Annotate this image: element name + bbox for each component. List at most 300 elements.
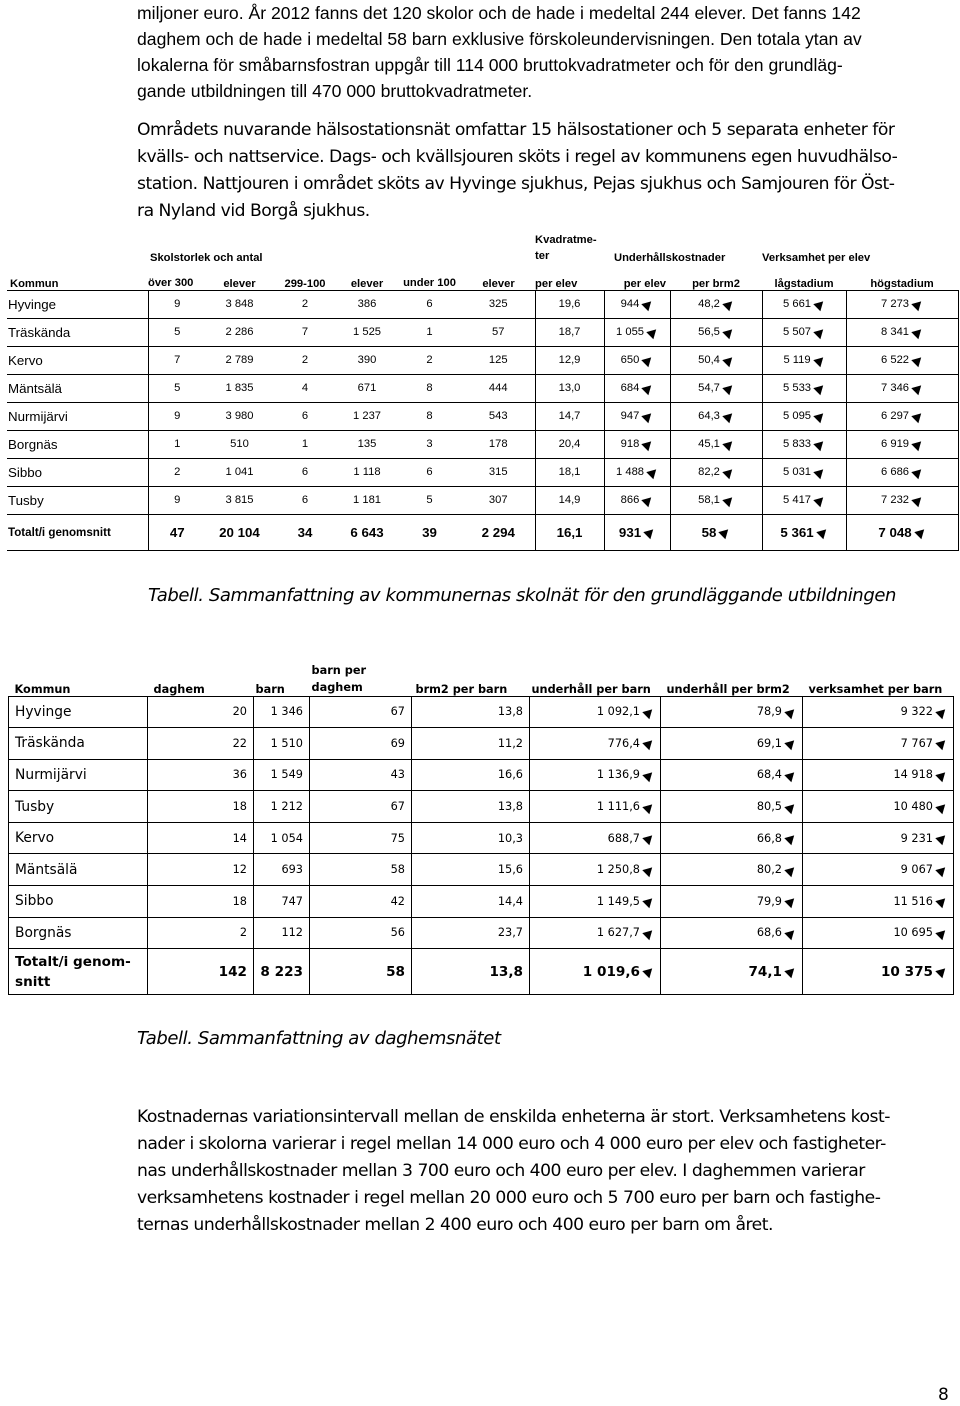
cell-value: 10 695 [893, 926, 933, 940]
text-line: verksamhetens kostnader i regel mellan 20 000 euro och 5 700 euro per barn och fastighe- [137, 1188, 881, 1208]
cell-value: Hyvinge [15, 703, 72, 720]
trend-arrow-icon [816, 526, 829, 539]
cell-value: 2 [239, 926, 247, 940]
trend-arrow-icon [642, 927, 655, 940]
paragraph-intro [137, 0, 942, 104]
cell-value: 543 [488, 410, 508, 422]
cell-value: 13,8 [497, 705, 523, 719]
text-line: nader i skolorna varierar i regel mellan 14 000 euro och 4 000 euro per elev och fastigheter- [137, 1134, 886, 1154]
table-cell [273, 486, 337, 514]
table-cell [273, 514, 337, 550]
cell-value: Borgnäs [15, 924, 72, 941]
table-cell [661, 822, 803, 854]
table-cell [762, 402, 846, 430]
table-row [7, 290, 958, 318]
cell-value: 9 231 [900, 831, 933, 845]
cell-value: Sibbo [8, 464, 43, 480]
table-cell [148, 696, 254, 728]
table-cell [148, 374, 206, 402]
cell-value: 3 980 [225, 410, 254, 422]
table-cell [803, 886, 954, 918]
col-header: verksamhet per barn [808, 682, 943, 696]
table-cell [337, 458, 397, 486]
table-cell [206, 514, 273, 550]
trend-arrow-icon [642, 353, 655, 366]
table-row [9, 822, 954, 854]
cell-value: 5 [174, 382, 181, 394]
col-header: över 300 [148, 276, 194, 289]
cell-value: 6 [426, 298, 433, 310]
row-label [9, 917, 148, 949]
col-header: barn per daghem [311, 663, 367, 694]
cell-value: 15,6 [497, 863, 523, 877]
text-line: ra Nyland vid Borgå sjukhus. [137, 201, 370, 221]
cell-value: 9 067 [900, 863, 933, 877]
cell-value: 14,4 [497, 894, 523, 908]
cell-value: Träskända [15, 735, 85, 752]
trend-arrow-icon [935, 895, 948, 908]
table-cell [762, 430, 846, 458]
cell-value: 1 111,6 [596, 800, 640, 814]
table-cell [148, 886, 254, 918]
cell-value: 14,9 [558, 494, 581, 506]
cell-value: 58 [390, 863, 405, 877]
trend-arrow-icon [722, 409, 735, 422]
trend-arrow-icon [722, 325, 735, 338]
table-cell [530, 949, 661, 995]
table-row [9, 759, 954, 791]
table-cell [803, 696, 954, 728]
table-cell [604, 346, 670, 374]
school-network-table [7, 228, 959, 551]
table-cell [273, 458, 337, 486]
table-cell [604, 514, 670, 550]
daycare-network-table [8, 658, 954, 995]
cell-value: 58,1 [698, 494, 720, 506]
cell-value: 5 833 [783, 438, 812, 450]
table-cell [535, 430, 604, 458]
table-cell [661, 759, 803, 791]
row-label [9, 759, 148, 791]
col-header: per brm2 [692, 277, 740, 290]
table-cell [273, 346, 337, 374]
trend-arrow-icon [642, 493, 655, 506]
row-label [9, 728, 148, 760]
table-total-row [9, 949, 954, 995]
cell-value: 5 095 [783, 410, 812, 422]
table-cell [604, 374, 670, 402]
table-caption-schools: Tabell. Sammanfattning av kommunernas skolnät för den grundläggande utbildningen [148, 585, 897, 606]
table-cell [412, 696, 530, 728]
trend-arrow-icon [784, 800, 797, 813]
cell-value: 11 516 [893, 894, 933, 908]
cell-value: 386 [357, 298, 377, 310]
cell-value: 1 250,8 [596, 863, 640, 877]
cell-value: 6 [301, 494, 309, 506]
cell-value: 56,5 [698, 326, 720, 338]
trend-arrow-icon [813, 437, 826, 450]
trend-arrow-icon [642, 297, 655, 310]
text-line: Områdets nuvarande hälsostationsnät omfattar 15 hälsostationer och 5 separata enheter för [137, 120, 895, 140]
cell-value: 776,4 [607, 736, 640, 750]
col-header: under 100 [403, 276, 456, 289]
table-cell [148, 346, 206, 374]
cell-value: 13,0 [558, 382, 581, 394]
table-cell [310, 822, 412, 854]
cell-value: 75 [390, 831, 405, 845]
trend-arrow-icon [813, 353, 826, 366]
cell-value: 6 522 [881, 354, 910, 366]
table-cell [206, 374, 273, 402]
table-cell [462, 374, 535, 402]
col-header: Kommun [10, 277, 59, 290]
trend-arrow-icon [935, 927, 948, 940]
col-header: brm2 per barn [415, 682, 508, 696]
trend-arrow-icon [914, 526, 927, 539]
cell-value: 13,8 [497, 800, 523, 814]
table-cell [670, 402, 762, 430]
col-header: per elev [623, 277, 667, 290]
cell-value: 34 [297, 524, 313, 540]
cell-value: Tusby [15, 798, 55, 815]
cell-value: 5 507 [783, 326, 812, 338]
cell-value: 80,5 [756, 800, 782, 814]
text-line: station. Nattjouren i området sköts av Hyvinge sjukhus, Pejas sjukhus och Samjouren för Öst- [137, 174, 895, 194]
cell-value: 2 [174, 466, 181, 478]
row-label [9, 822, 148, 854]
table-cell [310, 949, 412, 995]
table-cell [661, 791, 803, 823]
table-cell [148, 486, 206, 514]
table-cell [803, 949, 954, 995]
table-cell [535, 402, 604, 430]
cell-value: 2 [426, 354, 433, 366]
cell-value: 325 [488, 298, 508, 310]
table-cell [206, 458, 273, 486]
table-cell [397, 374, 462, 402]
trend-arrow-icon [911, 325, 924, 338]
table-cell [670, 430, 762, 458]
trend-arrow-icon [935, 769, 948, 782]
table-row [7, 346, 958, 374]
cell-value: 1 510 [270, 736, 303, 750]
cell-value: 10 375 [880, 963, 933, 980]
table-cell [846, 458, 958, 486]
col-header: 299-100 [284, 277, 326, 290]
trend-arrow-icon [722, 353, 735, 366]
cell-value: 7 232 [881, 494, 910, 506]
cell-value: Kervo [15, 830, 55, 847]
trend-arrow-icon [813, 493, 826, 506]
cell-value: 58 [386, 963, 405, 980]
table-cell [661, 728, 803, 760]
trend-arrow-icon [935, 965, 948, 978]
cell-value: 14 918 [893, 768, 933, 782]
cell-value: Nurmijärvi [15, 766, 87, 783]
table-cell [762, 346, 846, 374]
trend-arrow-icon [642, 800, 655, 813]
table-cell [762, 514, 846, 550]
trend-arrow-icon [935, 737, 948, 750]
cell-value: 16,1 [556, 524, 583, 540]
trend-arrow-icon [642, 706, 655, 719]
cell-value: Mäntsälä [15, 861, 78, 878]
cell-value: 1 092,1 [596, 705, 640, 719]
row-label [7, 318, 148, 346]
cell-value: 2 286 [225, 326, 254, 338]
cell-value: 50,4 [698, 354, 720, 366]
table-row [7, 318, 958, 346]
table-cell [530, 759, 661, 791]
table-cell [148, 791, 254, 823]
table-cell [254, 917, 310, 949]
table-cell [397, 346, 462, 374]
cell-value: 1 181 [353, 494, 382, 506]
cell-value: 8 [426, 410, 433, 422]
cell-value: 135 [357, 438, 377, 450]
cell-value: 315 [488, 466, 508, 478]
table-cell [310, 886, 412, 918]
col-header: elever [350, 277, 384, 290]
trend-arrow-icon [642, 864, 655, 877]
table-cell [846, 486, 958, 514]
cell-value: 7 [174, 354, 181, 366]
table-cell [846, 318, 958, 346]
table-cell [604, 430, 670, 458]
table-cell [273, 374, 337, 402]
table-caption-daycare: Tabell. Sammanfattning av daghemsnätet [137, 1028, 501, 1049]
table-cell [462, 290, 535, 318]
table-cell [273, 290, 337, 318]
table-cell [148, 402, 206, 430]
table-cell [846, 402, 958, 430]
trend-arrow-icon [911, 409, 924, 422]
table-cell [462, 514, 535, 550]
table-cell [762, 290, 846, 318]
cell-value: 16,6 [497, 768, 523, 782]
group-header-underhall: Underhållskostnader [614, 252, 726, 264]
table-row [9, 791, 954, 823]
cell-value: 58 [701, 524, 717, 540]
table-cell [604, 290, 670, 318]
table-cell [337, 514, 397, 550]
table-cell [803, 854, 954, 886]
row-label [7, 346, 148, 374]
cell-value: 68,4 [756, 768, 782, 782]
table-cell [530, 854, 661, 886]
table-cell [762, 458, 846, 486]
table-row [7, 430, 958, 458]
cell-value: 9 322 [900, 705, 933, 719]
trend-arrow-icon [911, 353, 924, 366]
cell-value: 6 [301, 466, 309, 478]
table-cell [273, 402, 337, 430]
trend-arrow-icon [911, 381, 924, 394]
cell-value: 4 [301, 382, 309, 394]
trend-arrow-icon [813, 325, 826, 338]
cell-value: 650 [620, 354, 640, 366]
row-label [7, 374, 148, 402]
cell-value: 66,8 [756, 831, 782, 845]
cell-value: 866 [620, 494, 640, 506]
table-cell [535, 374, 604, 402]
trend-arrow-icon [646, 325, 659, 338]
table-cell [412, 822, 530, 854]
cell-value: Totalt/i genom- snitt [15, 953, 131, 990]
cell-value: 1 525 [353, 326, 382, 338]
table-cell [337, 318, 397, 346]
cell-value: Totalt/i genomsnitt [8, 525, 111, 539]
table-cell [604, 458, 670, 486]
cell-value: 20 104 [219, 524, 260, 540]
table-cell [670, 486, 762, 514]
cell-value: 6 [301, 410, 309, 422]
cell-value: 9 [174, 298, 181, 310]
cell-value: 79,9 [756, 894, 782, 908]
cell-value: 1 [426, 326, 433, 338]
cell-value: 18,1 [558, 466, 581, 478]
table-cell [206, 430, 273, 458]
table-cell [412, 791, 530, 823]
cell-value: 5 [426, 494, 433, 506]
paragraph-cost-variation [137, 1104, 942, 1239]
cell-value: 1 [301, 438, 309, 450]
table-cell [148, 458, 206, 486]
cell-value: 42 [390, 894, 405, 908]
table-cell [273, 318, 337, 346]
table-total-row [7, 514, 958, 550]
trend-arrow-icon [813, 409, 826, 422]
cell-value: 931 [618, 524, 642, 540]
cell-value: 18,7 [558, 326, 581, 338]
row-label [7, 458, 148, 486]
row-label [7, 290, 148, 318]
table-cell [148, 728, 254, 760]
trend-arrow-icon [722, 493, 735, 506]
table-cell [397, 430, 462, 458]
cell-value: 7 048 [878, 524, 912, 540]
table-row [9, 917, 954, 949]
table-cell [397, 514, 462, 550]
cell-value: 510 [230, 438, 249, 450]
cell-value: 1 019,6 [582, 963, 640, 980]
trend-arrow-icon [935, 800, 948, 813]
table-cell [310, 854, 412, 886]
table-row [7, 402, 958, 430]
cell-value: Sibbo [15, 893, 54, 910]
group-header-verksamhet: Verksamhet per elev [762, 252, 871, 264]
table-cell [254, 886, 310, 918]
cell-value: 1 041 [225, 466, 254, 478]
table-cell [254, 728, 310, 760]
table-cell [148, 514, 206, 550]
cell-value: 2 [301, 298, 309, 310]
cell-value: 5 [174, 326, 181, 338]
cell-value: 671 [357, 382, 377, 394]
table-cell [762, 318, 846, 346]
table-cell [310, 696, 412, 728]
table-cell [206, 346, 273, 374]
trend-arrow-icon [642, 409, 655, 422]
cell-value: 1 118 [353, 466, 381, 478]
table-cell [206, 290, 273, 318]
table-row [7, 486, 958, 514]
trend-arrow-icon [935, 706, 948, 719]
cell-value: 67 [390, 705, 405, 719]
col-header: elever [482, 277, 515, 290]
cell-value: 178 [488, 438, 508, 450]
table-cell [254, 854, 310, 886]
cell-value: 5 119 [783, 354, 811, 366]
cell-value: 54,7 [698, 382, 720, 394]
cell-value: Mäntsälä [8, 380, 62, 396]
table-cell [397, 458, 462, 486]
trend-arrow-icon [642, 437, 655, 450]
col-header: Kommun [14, 682, 71, 696]
table-cell [148, 430, 206, 458]
cell-value: 6 297 [881, 410, 910, 422]
cell-value: Tusby [8, 492, 44, 508]
table-cell [148, 759, 254, 791]
cell-value: 8 341 [881, 326, 910, 338]
table-cell [846, 430, 958, 458]
cell-value: 45,1 [698, 438, 720, 450]
cell-value: 12,9 [558, 354, 581, 366]
group-header-kvadratmeter: Kvadratme- ter [535, 234, 597, 262]
row-label [9, 791, 148, 823]
table-cell [530, 822, 661, 854]
cell-value: 68,6 [756, 926, 782, 940]
row-label [9, 949, 148, 995]
cell-value: 47 [169, 524, 185, 540]
row-label [7, 402, 148, 430]
table-cell [803, 917, 954, 949]
cell-value: 1 149,5 [596, 894, 640, 908]
cell-value: 11,2 [497, 736, 523, 750]
table-row [9, 728, 954, 760]
cell-value: 36 [232, 768, 247, 782]
col-header: underhåll per brm2 [666, 682, 790, 696]
text-line: daghem och de hade i medeltal 58 barn exklusive förskoleundervisningen. Den totala ytan av [137, 29, 862, 49]
trend-arrow-icon [642, 769, 655, 782]
cell-value: 6 643 [350, 524, 384, 540]
cell-value: 9 [174, 410, 181, 422]
table-cell [206, 486, 273, 514]
col-header: barn [255, 682, 285, 696]
table-cell [337, 374, 397, 402]
cell-value: 14 [232, 831, 247, 845]
cell-value: 14,7 [558, 410, 581, 422]
trend-arrow-icon [935, 864, 948, 877]
table-cell [530, 886, 661, 918]
table-cell [846, 346, 958, 374]
table-cell [535, 486, 604, 514]
trend-arrow-icon [911, 297, 924, 310]
trend-arrow-icon [784, 864, 797, 877]
table-cell [462, 486, 535, 514]
table-row [9, 854, 954, 886]
col-header: per elev [535, 277, 578, 290]
cell-value: 10,3 [497, 831, 523, 845]
row-label [7, 514, 148, 550]
cell-value: Hyvinge [8, 296, 57, 312]
table-cell [337, 402, 397, 430]
trend-arrow-icon [784, 965, 797, 978]
page-number: 8 [938, 1385, 949, 1405]
cell-value: 1 212 [270, 800, 303, 814]
trend-arrow-icon [813, 297, 826, 310]
cell-value: Nurmijärvi [8, 408, 68, 424]
